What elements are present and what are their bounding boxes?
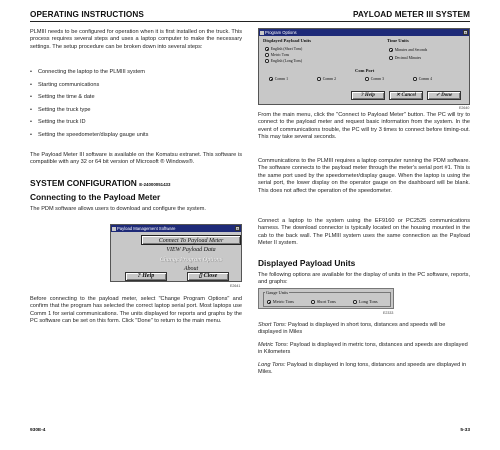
help-button[interactable] bbox=[351, 91, 385, 100]
section-title bbox=[30, 178, 170, 188]
list-item bbox=[258, 342, 470, 357]
com-port-label: Com Port bbox=[355, 68, 375, 73]
main-menu-title: Payload Management Software bbox=[117, 226, 176, 231]
time-minsec-option[interactable] bbox=[389, 48, 427, 52]
check-icon: ✓ bbox=[435, 93, 440, 98]
option-label: Metric Tons bbox=[272, 299, 294, 304]
option-label: Comm 4 bbox=[418, 77, 432, 82]
definition-term: Long Tons: bbox=[258, 361, 286, 368]
after-figure-paragraph: Before connecting to the payload meter, select "Change Program Options" and confirm that the program has selected the correct laptop serial port. Most laptops use Comm 1 for serial communications. The units displayed for reports and graphs by the PC software can be set on this form. Click "Done" to return to the main menu. bbox=[30, 296, 242, 325]
option-label: Comm 3 bbox=[370, 77, 384, 82]
x-icon: ✕ bbox=[396, 93, 401, 98]
door-icon: ▯ bbox=[198, 273, 203, 279]
header-left: OPERATING INSTRUCTIONS bbox=[30, 10, 144, 19]
main-menu-paragraph: From the main menu, click the "Connect to Payload Meter" button. The PC will try to connect to the payload meter and request basic information from the system. In the event of communications trouble, the PC will try 3 times to connect before timing-out. This may take several seconds. bbox=[258, 112, 470, 141]
connect-paragraph: Connect a laptop to the system using the EF9160 or PC2525 communications harness. The download connector is typically located on the housing mounted in the cab to the back wall. The PLMIII system uses the same connection as the Payload Meter II system. bbox=[258, 218, 470, 247]
radio-icon bbox=[317, 77, 321, 81]
payload-metric-option[interactable] bbox=[265, 53, 289, 57]
option-label: Minutes and Seconds bbox=[394, 48, 428, 53]
option-label: English (Long Tons) bbox=[270, 59, 303, 64]
option-label: Decimal Minutes bbox=[394, 56, 422, 61]
app-icon bbox=[112, 227, 116, 231]
intro-paragraph: PLMIII needs to be configured for operation when it is first installed on the truck. This process requires several steps and uses a laptop computer to make the necessary settings. The setup procedure can be broken down into several steps: bbox=[30, 29, 242, 50]
option-label: Long Tons bbox=[358, 299, 378, 304]
time-decimal-option[interactable] bbox=[389, 56, 421, 60]
comm2-option[interactable] bbox=[317, 77, 336, 81]
gauge-long-option[interactable] bbox=[353, 299, 378, 304]
radio-icon bbox=[365, 77, 369, 81]
option-label: Comm 2 bbox=[322, 77, 336, 82]
cancel-button[interactable] bbox=[389, 91, 423, 100]
gauge-units-box bbox=[258, 288, 394, 309]
time-units-label: Time Units bbox=[387, 38, 409, 43]
list-item: • Setting the truck type bbox=[30, 107, 242, 114]
figure-id: E2641 bbox=[230, 284, 241, 288]
close-label: Close bbox=[203, 273, 218, 279]
radio-icon bbox=[265, 53, 269, 57]
gauge-short-option[interactable] bbox=[311, 299, 336, 304]
comm1-option[interactable] bbox=[269, 77, 288, 81]
availability-paragraph: The Payload Meter III software is available on the Komatsu extranet. This software is compatible with any 32 or 64 bit version of Microsoft ® Windows®. bbox=[30, 152, 242, 166]
view-data-button[interactable]: VIEW Payload Data bbox=[166, 247, 216, 253]
payload-units-label: Displayed Payload Units bbox=[263, 38, 311, 43]
footer-left: 930E-4 bbox=[30, 428, 46, 433]
options-title: Program Options bbox=[265, 30, 297, 35]
option-label: English (Short Tons) bbox=[270, 47, 303, 52]
definition-text: Payload is displayed in short tons, distances and speeds will be displayed in Miles bbox=[258, 322, 446, 336]
options-window bbox=[258, 28, 470, 105]
radio-icon bbox=[265, 47, 269, 51]
done-label: Done bbox=[441, 93, 453, 98]
main-menu-titlebar bbox=[111, 225, 241, 232]
list-item bbox=[258, 362, 470, 377]
radio-icon bbox=[267, 300, 271, 304]
option-label: Short Tons bbox=[316, 299, 336, 304]
list-item bbox=[258, 322, 470, 337]
units-title: Displayed Payload Units bbox=[258, 258, 356, 268]
close-icon[interactable]: × bbox=[236, 226, 239, 231]
question-icon: ? bbox=[137, 273, 141, 279]
close-icon[interactable]: × bbox=[464, 30, 467, 35]
gauge-units-label: Gauge Units bbox=[266, 290, 289, 295]
radio-icon bbox=[389, 48, 393, 52]
question-icon: ? bbox=[361, 93, 364, 98]
definition-list bbox=[258, 322, 470, 376]
definition-text: Payload is displayed in metric tons, distances and speeds are displayed in Kilometers bbox=[258, 341, 468, 356]
radio-icon bbox=[389, 56, 393, 60]
gauge-metric-option[interactable] bbox=[267, 299, 294, 304]
subsection-title: Connecting to the Payload Meter bbox=[30, 192, 161, 202]
setup-steps-list bbox=[30, 69, 242, 144]
subsection-paragraph: The PDM software allows users to download and configure the system. bbox=[30, 206, 206, 212]
comm4-option[interactable] bbox=[413, 77, 432, 81]
list-item: • Setting the time & date bbox=[30, 94, 242, 101]
figure-id: E2333 bbox=[383, 311, 394, 315]
header-rule bbox=[30, 21, 470, 22]
radio-icon bbox=[269, 77, 273, 81]
help-label: Help bbox=[364, 93, 375, 98]
list-item: • Setting the speedometer/display gauge units bbox=[30, 132, 242, 139]
options-titlebar bbox=[259, 29, 469, 36]
definition-term: Short Tons: bbox=[258, 322, 287, 328]
figure-id: E2640 bbox=[459, 106, 470, 110]
connect-button[interactable]: Connect To Payload Meter bbox=[141, 235, 241, 245]
list-item: • Connecting the laptop to the PLMIII system bbox=[30, 69, 242, 76]
units-intro: The following options are available for the display of units in the PC software, reports, and graphs: bbox=[258, 272, 470, 286]
header-right: PAYLOAD METER III SYSTEM bbox=[352, 10, 470, 19]
section-title-text: SYSTEM CONFIGURATION bbox=[30, 178, 137, 188]
section-code: E-24000051433 bbox=[139, 182, 171, 187]
about-button[interactable]: About bbox=[183, 266, 199, 272]
help-button[interactable] bbox=[125, 272, 167, 281]
radio-icon bbox=[311, 300, 315, 304]
radio-icon bbox=[413, 77, 417, 81]
done-button[interactable] bbox=[427, 91, 461, 100]
help-label: Help bbox=[142, 273, 155, 279]
close-button[interactable] bbox=[187, 272, 229, 281]
cancel-label: Cancel bbox=[401, 93, 416, 98]
radio-icon bbox=[353, 300, 357, 304]
footer-right: 5-33 bbox=[460, 428, 470, 433]
list-item: • Starting communications bbox=[30, 82, 242, 89]
comm3-option[interactable] bbox=[365, 77, 384, 81]
option-label: Metric Tons bbox=[270, 53, 290, 58]
payload-short-option[interactable] bbox=[265, 47, 302, 51]
radio-icon bbox=[265, 59, 269, 63]
change-options-button[interactable]: Change Program Options bbox=[159, 257, 223, 263]
option-label: Comm 1 bbox=[274, 77, 288, 82]
main-menu-window bbox=[110, 224, 242, 282]
payload-long-option[interactable] bbox=[265, 59, 302, 63]
definition-term: Metric Tons: bbox=[258, 341, 289, 348]
definition-text: Payload is displayed in long tons, distances and speeds are displayed in Miles. bbox=[258, 361, 467, 376]
communications-paragraph: Communications to the PLMIII requires a laptop computer running the PDM software. The software connects to the payload meter through the meter's serial port #1. This is the same port used by the speedometer/display gauge. When the laptop is using the serial port, the lower display on the operator gauge on the dashboard will be blank. This does not affect the operation of the speedometer. bbox=[258, 158, 470, 194]
app-icon bbox=[260, 31, 264, 35]
list-item: • Setting the truck ID bbox=[30, 119, 242, 126]
